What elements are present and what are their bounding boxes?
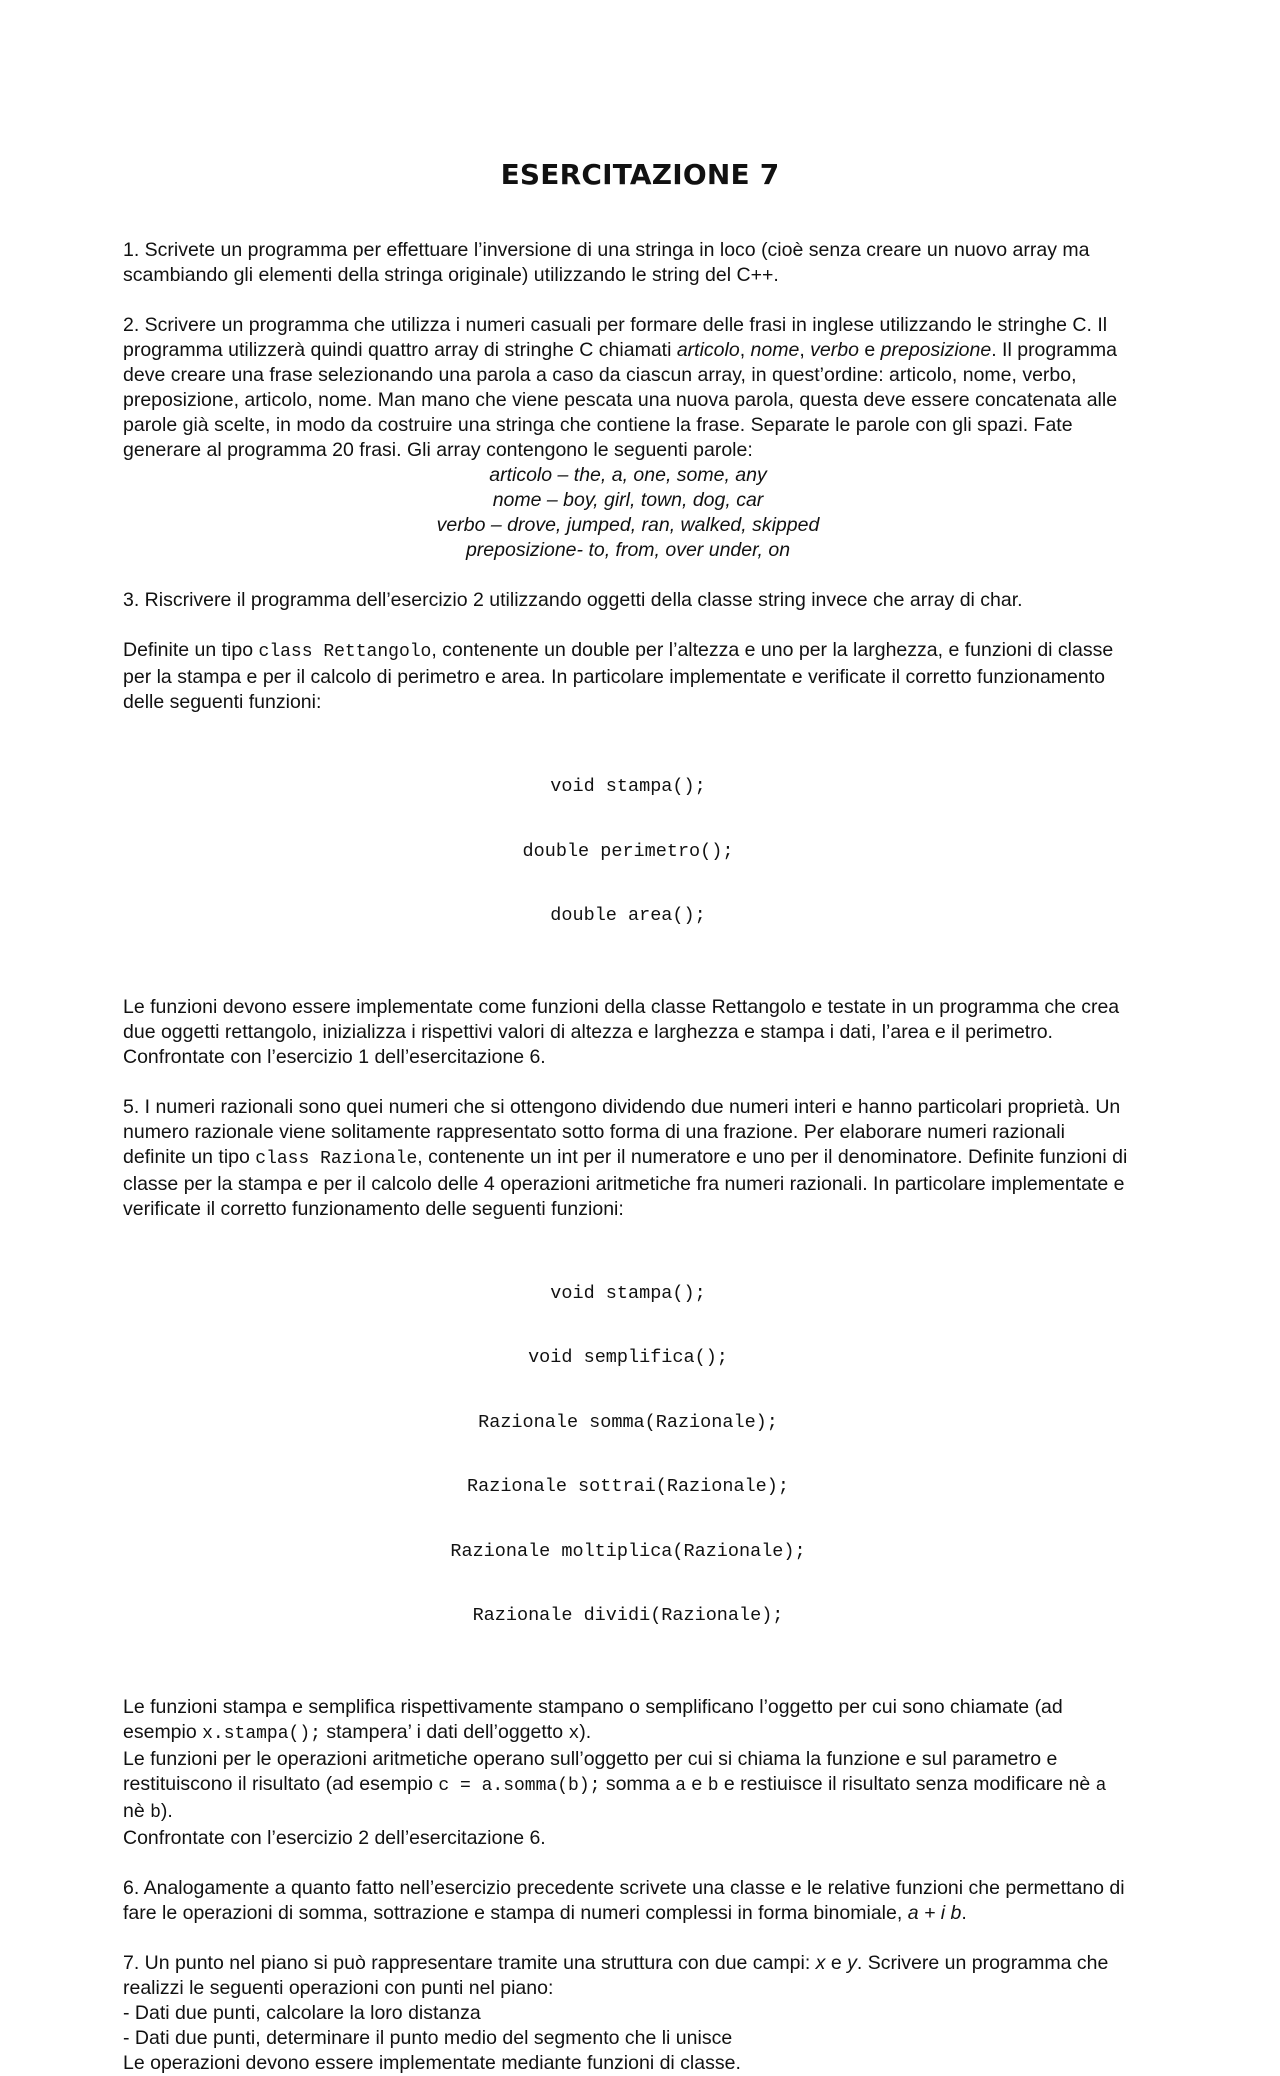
code-line: double perimetro(); <box>522 840 734 862</box>
array-name-preposizione: preposizione <box>880 339 992 361</box>
code-line: Razionale somma(Razionale); <box>478 1411 778 1433</box>
inline-code: c = a.somma(b); <box>438 1775 601 1796</box>
word-list-item: preposizione- to, from, over under, on <box>465 539 791 561</box>
exercise-1-text: 1. Scrivete un programma per effettuare l’inversione di una stringa in loco (cioè senza creare un nuovo array ma scambiando gli elementi della stringa originale) utilizzando le string del C++. <box>123 239 1090 286</box>
exercise-7-intro: 7. Un punto nel piano si può rappresentare tramite una struttura con due campi: x e y. Scrivere un programma che realizzi le seguenti operazioni con punti nel piano: <box>123 1951 1109 1999</box>
exercise-7-item: - Dati due punti, determinare il punto medio del segmento che li unisce <box>123 2026 733 2049</box>
inline-code: a <box>675 1775 686 1796</box>
exercise-7-item: - Dati due punti, calcolare la loro distanza <box>123 2001 481 2024</box>
code-line: void stampa(); <box>550 1282 706 1304</box>
code-line: Razionale sottrai(Razionale); <box>467 1476 789 1497</box>
exercise-2-text: 2. Scrivere un programma che utilizza i numeri casuali per formare delle frasi in inglese utilizzando le stringhe C. Il programma utilizzerà quindi quattro array di stringhe C chiamati articolo, nome, verbo e preposizione. Il programma deve creare una frase selezionando una parola a caso da ciascun array, in quest’ordine: articolo, nome, verbo, preposizione, articolo, nome. Man mano che viene pescata una nuova parola, questa deve essere concatenata alle parole già scelte, in modo da costruire una stringa che contiene la frase. Separate le parole con gli spazi. Fate generare al programma 20 frasi. Gli array contengono le seguenti parole: <box>123 314 1118 461</box>
exercise-4-outro: Le funzioni devono essere implementate come funzioni della classe Rettangolo e testate in un programma che crea due oggetti rettangolo, inizializza i rispettivi valori di altezza e larghezza e stampa i dati, l’area e il perimetro. Confrontate con l’esercizio 1 dell’esercitazione 6. <box>123 995 1120 1068</box>
code-line: Razionale dividi(Razionale); <box>472 1605 784 1626</box>
array-name-verbo: verbo <box>810 339 859 361</box>
inline-code: class Rettangolo <box>258 642 432 662</box>
code-line: void stampa(); <box>550 776 706 797</box>
word-list-item: nome – boy, girl, town, dog, car <box>492 489 764 511</box>
code-line: void semplifica(); <box>528 1347 728 1368</box>
exercise-5-stampa-note: Le funzioni stampa e semplifica rispettivamente stampano o semplificano l’oggetto per cui sono chiamate (ad esempio x.stampa(); stampera’ i dati dell’oggetto x). <box>123 1695 1063 1744</box>
code-block-rettangolo <box>123 733 1133 970</box>
inline-code: x <box>568 1723 580 1744</box>
array-name-articolo: articolo <box>676 339 740 361</box>
array-name-nome: nome <box>750 339 800 361</box>
inline-code: b <box>150 1802 161 1823</box>
complex-formula: a + i b <box>907 1901 962 1924</box>
word-list-item: verbo – drove, jumped, ran, walked, skipped <box>436 514 820 536</box>
inline-code: class Razionale <box>255 1148 418 1169</box>
exercise-3-text: 3. Riscrivere il programma dell’esercizio 2 utilizzando oggetti della classe string invece che array di char. <box>123 589 1023 611</box>
exercise-5-intro: 5. I numeri razionali sono quei numeri che si ottengono dividendo due numeri interi e hanno particolari proprietà. Un numero razionale viene solitamente rappresentato sotto forma di una frazione. Per elaborare numeri razionali definite un tipo class Razionale, contenente un int per il numeratore e uno per il denominatore. Definite funzioni di classe per la stampa e per il calcolo delle 4 operazioni aritmetiche fra numeri razionali. In particolare implementate e verificate il corretto funzionamento delle seguenti funzioni: <box>123 1095 1128 1220</box>
exercise-5-compare-note: Confrontate con l’esercizio 2 dell’esercitazione 6. <box>123 1826 546 1849</box>
code-block-razionale <box>123 1240 1133 1670</box>
inline-code: a <box>1095 1775 1107 1796</box>
code-line: double area(); <box>550 905 706 926</box>
inline-code: b <box>707 1775 719 1796</box>
word-list-item: articolo – the, a, one, some, any <box>489 464 767 486</box>
exercise-4-intro: Definite un tipo class Rettangolo, contenente un double per l’altezza e uno per la larghezza, e funzioni di classe per la stampa e per il calcolo di perimetro e area. In particolare implementate e verificate il corretto funzionamento delle seguenti funzioni: <box>123 639 1114 713</box>
document-body <box>123 238 1133 2076</box>
exercise-6-text: 6. Analogamente a quanto fatto nell’esercizio precedente scrivete una classe e le relative funzioni che permettano di fare le operazioni di somma, sottrazione e stampa di numeri complessi in forma binomiale, a + i b. <box>123 1876 1125 1924</box>
word-lists <box>123 463 1133 563</box>
code-line: Razionale moltiplica(Razionale); <box>450 1540 806 1562</box>
exercise-7-end: Le operazioni devono essere implementate mediante funzioni di classe. <box>123 2051 741 2074</box>
exercise-5-operations-note: Le funzioni per le operazioni aritmetiche operano sull’oggetto per cui si chiama la funzione e sul parametro e restituiscono il risultato (ad esempio c = a.somma(b); somma a e b e restiuisce il risultato senza modificare nè a nè b). <box>123 1747 1107 1823</box>
document-title: ESERCITAZIONE 7 <box>500 158 780 191</box>
inline-code: x.stampa(); <box>202 1723 321 1744</box>
